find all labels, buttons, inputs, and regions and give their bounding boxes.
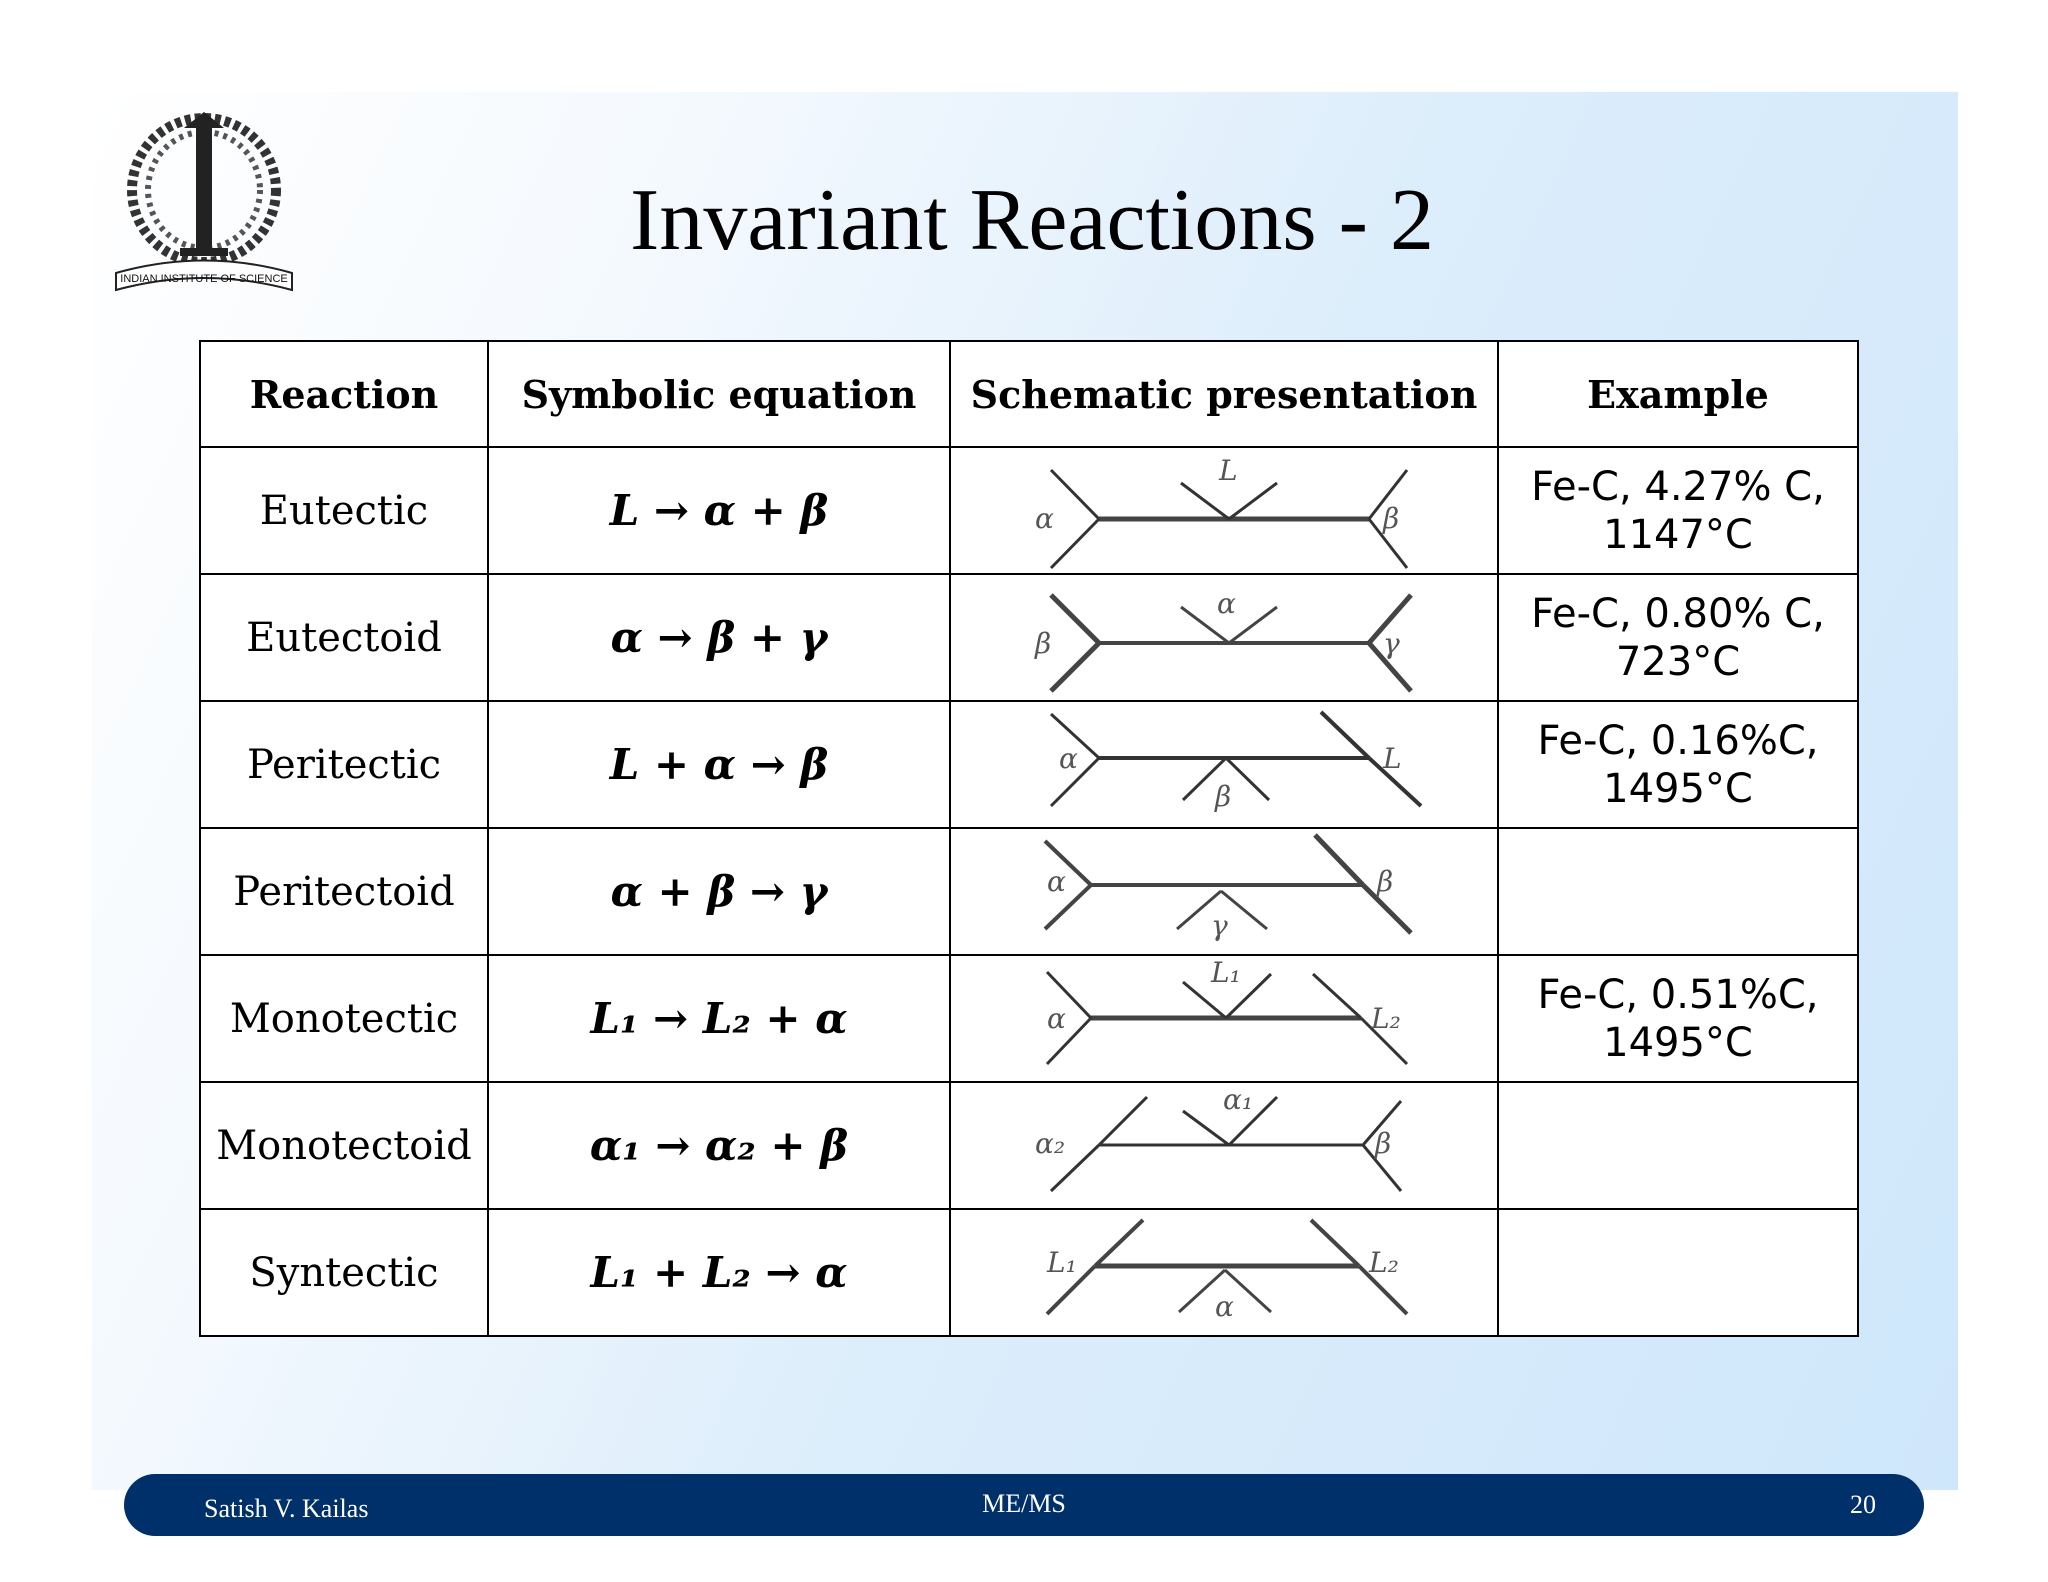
symbolic-equation: α₁ → α₂ + β	[488, 1082, 950, 1209]
example-line: Fe-C, 0.16%C,	[1537, 717, 1819, 764]
schematic-label: β	[1215, 780, 1232, 813]
example-cell	[1498, 574, 1858, 701]
example-cell	[1498, 701, 1858, 828]
svg-text:INDIAN INSTITUTE OF SCIENCE: INDIAN INSTITUTE OF SCIENCE	[120, 273, 288, 285]
example-line: Fe-C, 0.51%C,	[1537, 971, 1819, 1018]
schematic-cell	[950, 701, 1498, 828]
syntectic-schematic	[951, 1210, 1496, 1335]
example-line: Fe-C, 0.80% C,	[1531, 590, 1825, 637]
schematic-label: α	[1215, 1290, 1234, 1323]
table-row	[200, 701, 1858, 828]
table-row	[200, 447, 1858, 574]
example-line: 723°C	[1615, 638, 1741, 685]
schematic-cell	[950, 1082, 1498, 1209]
peritectic-schematic	[951, 702, 1496, 827]
reaction-name: Peritectoid	[200, 828, 488, 955]
reaction-name: Monotectoid	[200, 1082, 488, 1209]
header-schematic-presentation: Schematic presentation	[950, 341, 1498, 447]
schematic-cell	[950, 955, 1498, 1082]
schematic-label: β	[1035, 627, 1052, 660]
example-line: 1495°C	[1603, 765, 1753, 812]
peritectoid-schematic	[951, 829, 1496, 954]
schematic-label: L	[1219, 454, 1238, 487]
schematic-label: L	[1383, 742, 1402, 775]
monotectic-schematic	[951, 956, 1496, 1081]
table-row	[200, 1082, 1858, 1209]
symbolic-equation: L → α + β	[488, 447, 950, 574]
schematic-label: β	[1375, 1127, 1392, 1160]
example-cell	[1498, 1209, 1858, 1336]
reaction-name: Eutectic	[200, 447, 488, 574]
reaction-name: Peritectic	[200, 701, 488, 828]
example-cell	[1498, 1082, 1858, 1209]
symbolic-equation: α + β → γ	[488, 828, 950, 955]
footer-author: Satish V. Kailas	[204, 1494, 369, 1523]
header-example: Example	[1498, 341, 1858, 447]
header-symbolic-equation: Symbolic equation	[488, 341, 950, 447]
table-row	[200, 955, 1858, 1082]
schematic-label: β	[1383, 502, 1400, 535]
schematic-label: L₁	[1047, 1246, 1077, 1279]
schematic-label: α₁	[1223, 1083, 1254, 1116]
slide-title: Invariant Reactions - 2	[630, 172, 1434, 269]
monotectoid-schematic	[951, 1083, 1496, 1208]
example-line: Fe-C, 4.27% C,	[1531, 463, 1825, 510]
schematic-label: α	[1059, 742, 1078, 775]
example-cell	[1498, 828, 1858, 955]
schematic-label: L₂	[1369, 1246, 1399, 1279]
table-header-row	[200, 341, 1858, 447]
schematic-cell	[950, 574, 1498, 701]
schematic-label: L₂	[1371, 1002, 1401, 1035]
example-line: 1147°C	[1603, 511, 1753, 558]
table-row	[200, 828, 1858, 955]
example-cell	[1498, 955, 1858, 1082]
schematic-label: α	[1217, 587, 1236, 620]
schematic-label: α	[1047, 865, 1066, 898]
header-reaction: Reaction	[200, 341, 488, 447]
invariant-reactions-table	[199, 340, 1859, 1337]
schematic-label: β	[1377, 865, 1394, 898]
symbolic-equation: α → β + γ	[488, 574, 950, 701]
table-row	[200, 1209, 1858, 1336]
schematic-label: α₂	[1035, 1127, 1066, 1160]
schematic-cell	[950, 828, 1498, 955]
schematic-cell	[950, 1209, 1498, 1336]
footer-course: ME/MS	[982, 1489, 1066, 1518]
slide	[92, 92, 1958, 1523]
eutectoid-schematic	[951, 575, 1496, 700]
schematic-label: γ	[1211, 909, 1228, 942]
footer-page-number: 20	[1850, 1490, 1876, 1519]
footer-bar	[124, 1474, 1924, 1536]
schematic-label: γ	[1383, 627, 1400, 660]
schematic-label: α	[1035, 502, 1054, 535]
example-line: 1495°C	[1603, 1019, 1753, 1066]
schematic-label: α	[1047, 1002, 1066, 1035]
symbolic-equation: L₁ → L₂ + α	[488, 955, 950, 1082]
eutectic-schematic	[951, 448, 1496, 573]
reaction-name: Eutectoid	[200, 574, 488, 701]
reaction-name: Monotectic	[200, 955, 488, 1082]
example-cell	[1498, 447, 1858, 574]
reaction-name: Syntectic	[200, 1209, 488, 1336]
symbolic-equation: L₁ + L₂ → α	[488, 1209, 950, 1336]
schematic-cell	[950, 447, 1498, 574]
table-row	[200, 574, 1858, 701]
symbolic-equation: L + α → β	[488, 701, 950, 828]
schematic-label: L₁	[1211, 956, 1241, 989]
